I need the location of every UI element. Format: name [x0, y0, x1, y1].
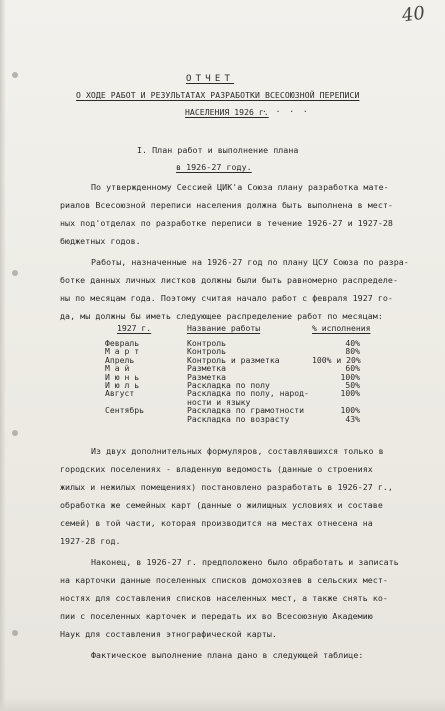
- table-cell-work: Контроль и разметка: [187, 354, 280, 365]
- table-cell-month: Апрель: [105, 354, 135, 365]
- table-cell-month: И ю н ь: [105, 371, 140, 382]
- section-subheading: в 1926-27 году.: [176, 162, 252, 172]
- table-cell-work: Раскладка по грамотности: [187, 405, 304, 416]
- table-header-work: Название работы: [187, 323, 261, 333]
- table-cell-percent: 40%: [345, 338, 360, 348]
- report-subtitle-line-1: О ХОДЕ РАБОТ И РЕЗУЛЬТАТАХ РАЗРАБОТКИ ВСЕСОЮЗНОЙ ПЕРЕПИСИ: [76, 90, 360, 100]
- paragraph-line: ностях для составления списков населенных мест, а также снять ко-: [60, 593, 388, 603]
- paragraph-line: пии с поселенных карточек и передать их во Всесоюзную Академию: [60, 611, 373, 621]
- paragraph-line: Из двух дополнительных формуляров, составлявшихся только в: [91, 446, 384, 456]
- paragraph-line: ботке данных личных листков должны были быть равномерно распределе-: [60, 275, 399, 285]
- paragraph-line: Работы, назначенные на 1926-27 год по плану ЦСУ Союза по разра-: [91, 257, 409, 267]
- table-cell-month: М а й: [105, 363, 130, 374]
- paragraph-line: бюджетных годов.: [60, 236, 141, 246]
- table-cell-work: Контроль: [187, 338, 226, 348]
- table-cell-percent: 100%: [340, 405, 360, 416]
- table-cell-month: Август: [105, 388, 135, 399]
- report-title: ОТЧЕТ: [186, 74, 235, 84]
- table-cell-month: И ю л ь: [105, 380, 140, 390]
- table-cell-month: М а р т: [105, 346, 140, 357]
- paragraph-line: семей) в той части, которая производится на местах отнесена на: [60, 518, 373, 528]
- table-cell-month: Февраль: [105, 338, 140, 348]
- paragraph-line: обработка же семейных карт (данные о жилищных условиях и составе: [60, 500, 383, 510]
- table-cell-percent: 100% и 20%: [312, 354, 361, 365]
- binding-hole: [12, 72, 18, 78]
- report-subtitle-line-2: НАСЕЛЕНИЯ 1926 г.: [185, 107, 269, 117]
- paragraph-line: Наконец, в 1926-27 г. предположено было обработать и записать: [91, 557, 399, 567]
- title-dots: . . . .: [262, 105, 310, 114]
- binding-hole: [12, 630, 18, 636]
- table-cell-work: Разметка: [187, 371, 226, 382]
- paragraph-line: ны по месяцам года. Поэтому считая начало работ с февраля 1927 го-: [60, 293, 393, 303]
- table-cell-work: Разметка: [187, 363, 226, 374]
- table-header-percent: % исполнения: [312, 323, 371, 333]
- table-cell-percent: 80%: [345, 346, 360, 357]
- table-cell-work: Контроль: [187, 346, 226, 357]
- paragraph-line: да, мы должны бы иметь следующее распределение работ по месяцам:: [60, 311, 383, 321]
- handwritten-page-number: 40: [400, 2, 427, 27]
- paragraph-line: По утвержденному Сессией ЦИК'а Союза плану разработка мате-: [91, 182, 389, 192]
- paragraph-line: на карточки данные поселенных списков домохозяев в сельских мест-: [60, 575, 388, 585]
- paragraph-line: 1927-28 год.: [60, 536, 121, 546]
- paragraph-line: Наук для составления этнографической карты.: [60, 629, 277, 639]
- paragraph-line: ных под'отделах по разработке переписи в течение 1926-27 и 1927-28: [60, 218, 393, 228]
- table-cell-month: Сентябрь: [105, 405, 144, 416]
- table-cell-work: Раскладка по возрасту: [187, 413, 290, 424]
- paragraph-line: жилых и нежилых помещениях) постановлено разработать в 1926-27 г.,: [60, 482, 393, 492]
- table-cell-work: Раскладка по полу, народ-: [187, 388, 309, 399]
- table-cell-percent: 100%: [340, 388, 360, 399]
- page-bottom-fold: [0, 697, 445, 711]
- table-cell-percent: 100%: [340, 371, 360, 382]
- paragraph-line: риалов Всесоюзной переписи населения должна быть выполнена в мест-: [60, 200, 393, 210]
- paragraph-line: Фактическое выполнение плана дано в следующей таблице:: [91, 650, 364, 660]
- binding-hole: [12, 270, 18, 276]
- table-cell-work: Раскладка по полу: [187, 380, 270, 390]
- table-cell-percent: 60%: [345, 363, 360, 374]
- table-cell-percent: 43%: [345, 413, 360, 424]
- table-cell-work: ности и языку: [187, 396, 251, 407]
- paragraph-line: городских поселениях - владенную ведомость (данные о строениях: [60, 464, 373, 474]
- table-cell-percent: 50%: [345, 380, 360, 390]
- binding-hole: [12, 430, 18, 436]
- section-heading: I. План работ и выполнение плана: [137, 145, 299, 155]
- table-header-month: 1927 г.: [117, 323, 152, 333]
- page-edge-shadow: [0, 0, 6, 711]
